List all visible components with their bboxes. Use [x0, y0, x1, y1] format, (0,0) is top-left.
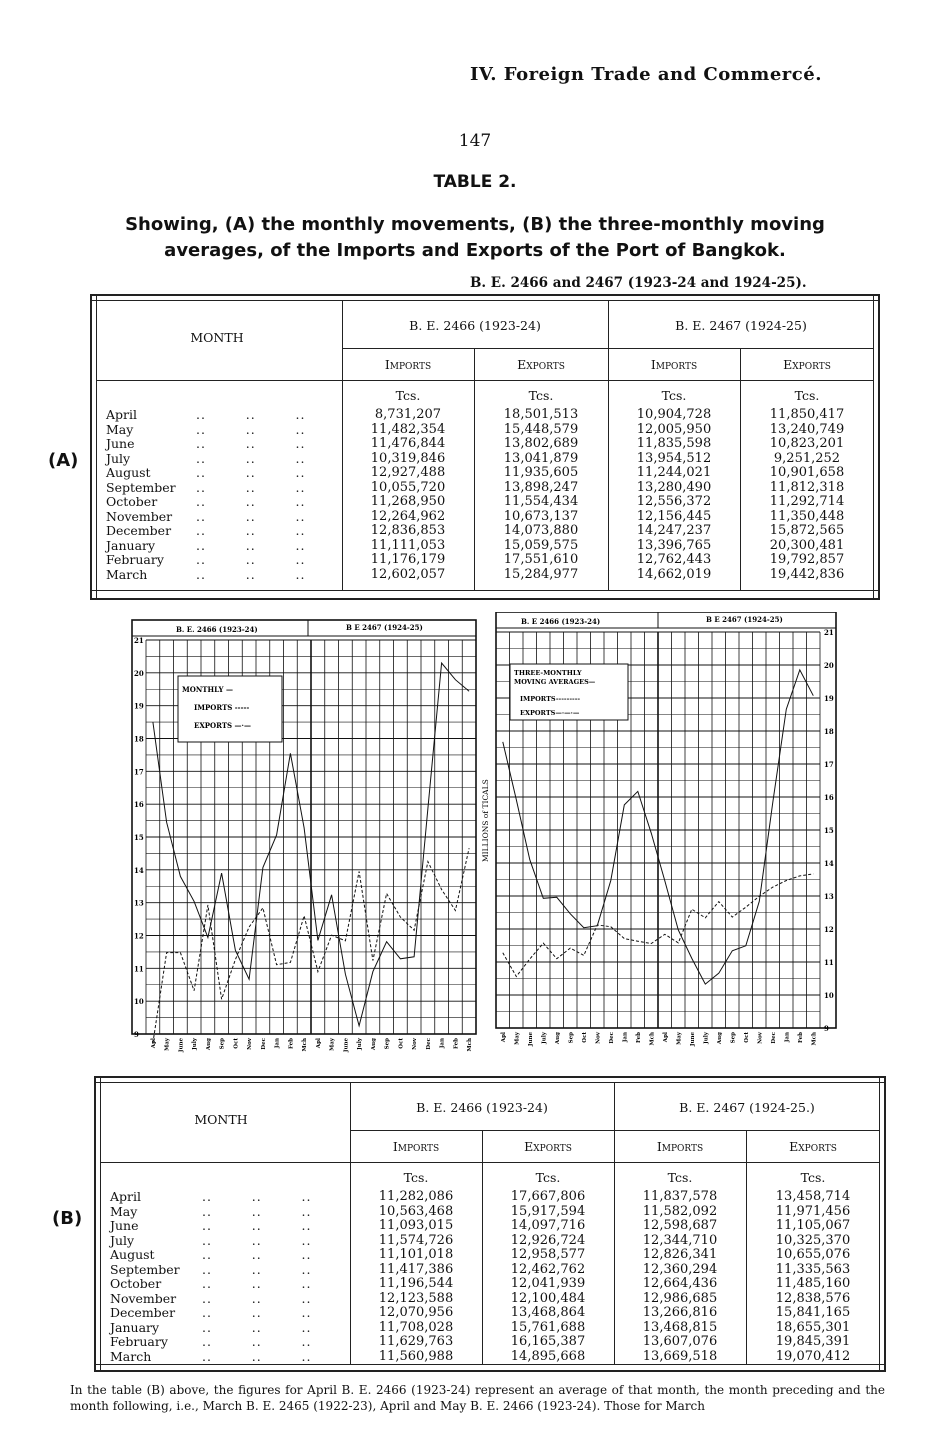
x-tick-label: Apl: [662, 1032, 669, 1043]
table-cell: 12,360,294: [642, 1261, 718, 1277]
month-label: August: [106, 465, 151, 480]
monthly-chart-x-ticks: [151, 1037, 473, 1053]
table-subtitle: [110, 212, 840, 264]
y-tick-label: 14: [134, 865, 144, 875]
chart1-section-label-1: B. E. 2466 (1923-24): [176, 625, 258, 634]
y-tick-label: 18: [824, 727, 834, 736]
x-tick-label: May: [329, 1038, 336, 1051]
x-tick-label: Feb: [288, 1038, 295, 1049]
table-cell: 12,664,436: [642, 1276, 718, 1291]
x-tick-label: Aug: [554, 1032, 561, 1045]
leader-dots-row: .. .. ..: [202, 1203, 312, 1219]
table-cell: 11,574,726: [378, 1232, 454, 1248]
chart2-section-label-2: B E 2467 (1924-25): [706, 615, 783, 624]
table-cell: 12,556,372: [636, 494, 712, 509]
leader-dots-row: .. .. ..: [196, 552, 306, 567]
leader-dots-row: .. .. ..: [202, 1290, 312, 1306]
x-tick-label: July: [357, 1038, 364, 1050]
legend-exports: EXPORTS—·—·—: [520, 709, 580, 717]
x-tick-label: June: [689, 1032, 696, 1047]
table-cell: 12,070,956: [378, 1305, 454, 1320]
x-tick-label: Feb: [453, 1038, 460, 1049]
table-cell: 15,059,575: [503, 537, 579, 553]
table-cell: 13,468,815: [642, 1319, 718, 1335]
x-tick-label: Apl: [150, 1038, 157, 1049]
table-cell: 17,551,610: [503, 552, 579, 567]
x-tick-label: Aug: [370, 1038, 377, 1051]
exports-2466-column: [482, 1190, 614, 1364]
x-tick-label: Dec: [425, 1038, 432, 1050]
table-a: [90, 294, 880, 600]
leader-dots-row: .. .. ..: [196, 465, 306, 480]
month-label: October: [106, 494, 158, 509]
y-tick-label: 17: [134, 767, 144, 777]
y-tick-label: 17: [824, 760, 834, 769]
x-tick-label: May: [676, 1032, 683, 1045]
x-tick-label: Mch: [649, 1032, 656, 1046]
table-cell: 12,762,443: [636, 552, 712, 567]
exports-header: Exports: [524, 1139, 572, 1154]
table-cell: 13,669,518: [642, 1348, 718, 1364]
y-tick-label: 15: [134, 833, 144, 842]
table-cell: 11,554,434: [503, 494, 579, 509]
leader-dots-row: .. .. ..: [202, 1218, 312, 1233]
month-label: February: [106, 552, 164, 567]
moving-average-chart-y-ticks: [824, 628, 834, 1033]
y-tick-label: 11: [134, 964, 144, 974]
table-cell: 10,673,137: [503, 508, 579, 524]
table-cell: 15,284,977: [503, 566, 579, 582]
chart1-section-label-2: B E 2467 (1924-25): [346, 623, 423, 632]
table-cell: 20,300,481: [769, 537, 845, 553]
month-label: April: [110, 1189, 141, 1204]
x-tick-label: Nov: [412, 1038, 419, 1050]
chart2-section-label-1: B. E 2466 (1923-24): [521, 617, 601, 626]
table-cell: 10,901,658: [769, 465, 845, 480]
table-cell: 11,850,417: [769, 407, 845, 422]
month-label: September: [106, 479, 176, 495]
table-cell: 12,826,341: [642, 1247, 718, 1262]
x-tick-label: Oct: [743, 1032, 750, 1043]
leader-dots: [202, 1190, 342, 1364]
x-tick-label: Apl: [315, 1038, 322, 1049]
table-cell: 10,655,076: [775, 1247, 851, 1262]
table-cell: 15,761,688: [510, 1319, 586, 1335]
leader-dots-row: .. .. ..: [196, 436, 306, 451]
table-cell: 10,325,370: [775, 1232, 851, 1248]
leader-dots-row: .. .. ..: [196, 508, 306, 524]
x-tick-label: Jan: [439, 1038, 446, 1049]
table-cell: 11,708,028: [378, 1319, 454, 1335]
table-cell: 14,895,668: [510, 1348, 586, 1364]
table-cell: 12,602,057: [370, 566, 446, 582]
table-cell: 12,100,484: [510, 1290, 586, 1306]
leader-dots-row: .. .. ..: [202, 1261, 312, 1277]
x-tick-label: Mch: [467, 1038, 474, 1052]
page-number: 147: [458, 131, 492, 151]
x-tick-label: Feb: [797, 1032, 804, 1043]
table-cell: 11,476,844: [370, 436, 446, 451]
leader-dots-row: .. .. ..: [202, 1247, 312, 1262]
legend-imports: IMPORTS -----: [194, 703, 250, 712]
x-tick-label: Dec: [260, 1038, 267, 1050]
table-cell: 18,655,301: [775, 1319, 851, 1335]
table-cell: 11,935,605: [503, 465, 579, 480]
month-label: October: [110, 1276, 162, 1291]
table-cell: 13,802,689: [503, 436, 579, 451]
leader-dots-row: .. .. ..: [196, 566, 306, 582]
x-tick-label: Aug: [716, 1032, 723, 1045]
legend-title: THREE-MONTHLY: [514, 669, 582, 677]
table-cell: 14,247,237: [636, 523, 712, 538]
moving-average-chart-x-ticks: [501, 1031, 818, 1047]
x-tick-label: Oct: [233, 1038, 240, 1049]
imports-header: Imports: [384, 357, 432, 372]
month-list: [110, 1190, 200, 1364]
unit-label: Tcs.: [528, 388, 554, 403]
table-cell: 19,070,412: [775, 1348, 851, 1364]
leader-dots-row: .. .. ..: [196, 421, 306, 437]
leader-dots-row: .. .. ..: [202, 1319, 312, 1335]
table-cell: 12,462,762: [510, 1261, 586, 1277]
x-tick-label: July: [192, 1038, 199, 1050]
y-tick-label: 12: [824, 925, 834, 934]
y-tick-label: 12: [134, 931, 144, 941]
y-tick-label: 9: [134, 1030, 139, 1039]
y-tick-label: 13: [824, 892, 834, 901]
leader-dots-row: .. .. ..: [202, 1348, 312, 1364]
x-tick-label: Sep: [219, 1038, 226, 1050]
x-tick-label: Aug: [205, 1038, 212, 1051]
table-cell: 12,926,724: [510, 1232, 586, 1248]
table-cell: 16,165,387: [510, 1334, 586, 1349]
charts-svg: [126, 612, 842, 1064]
table-cell: 14,097,716: [510, 1218, 586, 1233]
y-tick-label: 11: [824, 958, 834, 967]
month-label: December: [106, 523, 172, 538]
y-tick-label: 20: [134, 668, 144, 678]
y-tick-label: 16: [824, 793, 834, 802]
x-tick-label: Sep: [384, 1038, 391, 1050]
table-cell: 12,344,710: [642, 1232, 718, 1248]
unit-label: Tcs.: [794, 388, 820, 403]
table-cell: 11,835,598: [636, 436, 712, 451]
table-cell: 9,251,252: [773, 450, 841, 466]
month-label: March: [106, 566, 148, 582]
table-cell: 13,240,749: [769, 421, 845, 437]
x-tick-label: Dec: [608, 1032, 615, 1044]
table-cell: 11,196,544: [378, 1276, 454, 1291]
leader-dots-row: .. .. ..: [196, 523, 306, 538]
month-label: May: [106, 421, 134, 437]
imports-2466-column: [350, 1190, 482, 1364]
leader-dots-row: .. .. ..: [202, 1189, 312, 1204]
table-cell: 10,563,468: [378, 1203, 454, 1219]
x-tick-label: Jan: [784, 1032, 791, 1043]
month-label: December: [110, 1305, 176, 1320]
table-cell: 13,954,512: [636, 450, 712, 466]
table-cell: 11,417,386: [378, 1261, 454, 1277]
running-title: IV. Foreign Trade and Commercé.: [470, 64, 822, 85]
unit-label: Tcs.: [403, 1170, 429, 1185]
leader-dots-row: .. .. ..: [196, 479, 306, 495]
y-tick-label: 21: [824, 628, 834, 637]
table-cell: 11,105,067: [775, 1218, 851, 1233]
x-tick-label: July: [703, 1032, 710, 1044]
table-cell: 11,629,763: [378, 1334, 454, 1349]
leader-dots-row: .. .. ..: [202, 1276, 312, 1291]
imports-2467-column: [614, 1190, 746, 1364]
leader-dots-row: .. .. ..: [202, 1305, 312, 1320]
month-label: February: [110, 1334, 168, 1349]
table-cell: 11,244,021: [636, 465, 712, 480]
table-cell: 11,350,448: [769, 508, 845, 524]
table-cell: 11,971,456: [775, 1203, 851, 1219]
imports-header: Imports: [392, 1139, 440, 1154]
x-tick-label: June: [178, 1038, 185, 1053]
table-cell: 12,958,577: [510, 1247, 586, 1262]
y-tick-label: 19: [134, 701, 144, 711]
x-tick-label: July: [541, 1032, 548, 1044]
month-label: January: [110, 1319, 160, 1335]
year-2467-header: B. E. 2467 (1924-25): [675, 318, 807, 333]
imports-header: Imports: [656, 1139, 704, 1154]
y-tick-label: 14: [824, 859, 834, 868]
legend-title: MONTHLY —: [182, 685, 233, 694]
footnote: In the table (B) above, the figures for April B. E. 2466 (1923-24) represent an average of that month, the month preceding and the month following, i.e., March B. E. 2465 (1922-23), April and May B. E. 2466 (1923-24). Those for March: [70, 1383, 885, 1413]
table-cell: 12,005,950: [636, 421, 712, 437]
table-cell: 13,468,864: [510, 1305, 586, 1320]
y-tick-label: 10: [134, 997, 144, 1007]
table-cell: 12,123,588: [378, 1290, 454, 1306]
leader-dots-row: .. .. ..: [196, 537, 306, 553]
y-tick-label: 19: [824, 694, 834, 703]
month-label: January: [106, 537, 156, 553]
charts-area: [126, 612, 842, 1064]
leader-dots-row: .. .. ..: [202, 1334, 312, 1349]
table-title: TABLE 2.: [433, 172, 517, 192]
x-tick-label: Feb: [635, 1032, 642, 1043]
table-cell: 11,101,018: [378, 1247, 454, 1262]
unit-label: Tcs.: [661, 388, 687, 403]
table-cell: 12,041,939: [510, 1276, 586, 1291]
x-tick-label: Sep: [568, 1032, 575, 1044]
y-tick-label: 15: [824, 826, 834, 835]
leader-dots-row: .. .. ..: [202, 1232, 312, 1248]
legend-title: MOVING AVERAGES—: [514, 678, 596, 686]
unit-label: Tcs.: [667, 1170, 693, 1185]
table-cell: 11,292,714: [769, 494, 845, 509]
table-cell: 11,111,053: [370, 537, 446, 553]
month-header: MONTH: [194, 1112, 248, 1127]
year-2467-header: B. E. 2467 (1924-25.): [679, 1100, 815, 1115]
table-cell: 15,872,565: [769, 523, 845, 538]
table-cell: 11,582,092: [642, 1203, 718, 1219]
table-cell: 15,917,594: [510, 1203, 586, 1219]
table-cell: 11,176,179: [370, 552, 446, 567]
month-label: May: [110, 1203, 138, 1219]
table-cell: 10,904,728: [636, 407, 712, 422]
table-cell: 11,093,015: [378, 1218, 454, 1233]
x-tick-label: Apl: [500, 1032, 507, 1043]
table-cell: 15,841,165: [775, 1305, 851, 1320]
x-tick-label: June: [527, 1032, 534, 1047]
table-cell: 13,266,816: [642, 1305, 718, 1320]
month-label: July: [110, 1232, 135, 1248]
table-cell: 14,073,880: [503, 523, 579, 538]
month-label: November: [106, 508, 173, 524]
x-tick-label: Mch: [302, 1038, 309, 1052]
table-cell: 17,667,806: [510, 1189, 586, 1204]
table-cell: 13,898,247: [503, 479, 579, 495]
table-cell: 11,335,563: [775, 1261, 851, 1277]
table-cell: 19,442,836: [769, 566, 845, 582]
table-cell: 11,268,950: [370, 494, 446, 509]
table-cell: 12,838,576: [775, 1290, 851, 1306]
x-tick-label: Oct: [398, 1038, 405, 1049]
x-tick-label: Nov: [757, 1032, 764, 1044]
exports-header: Exports: [517, 357, 565, 372]
table-cell: 13,396,765: [636, 537, 712, 553]
table-cell: 18,501,513: [503, 407, 579, 422]
exports-2466-column: [474, 408, 608, 582]
x-tick-label: Sep: [730, 1032, 737, 1044]
month-label: June: [110, 1218, 139, 1233]
year-2466-header: B. E. 2466 (1923-24): [409, 318, 541, 333]
y-tick-label: 20: [824, 661, 834, 670]
unit-label: Tcs.: [395, 388, 421, 403]
table-cell: 12,264,962: [370, 508, 446, 524]
table-cell: 13,280,490: [636, 479, 712, 495]
table-cell: 11,560,988: [378, 1348, 454, 1364]
leader-dots: [196, 408, 336, 582]
table-cell: 13,607,076: [642, 1334, 718, 1349]
month-label: August: [110, 1247, 155, 1262]
month-header: MONTH: [190, 330, 244, 345]
exports-header: Exports: [783, 357, 831, 372]
month-label: March: [110, 1348, 152, 1364]
leader-dots-row: .. .. ..: [196, 494, 306, 509]
y-tick-label: 13: [134, 898, 144, 908]
table-cell: 12,927,488: [370, 465, 446, 480]
month-label: September: [110, 1261, 180, 1277]
table-cell: 11,837,578: [642, 1189, 718, 1204]
table-cell: 10,823,201: [769, 436, 845, 451]
table-cell: 13,041,879: [503, 450, 579, 466]
subtitle-line-2: averages, of the Imports and Exports of the Port of Bangkok.: [164, 240, 786, 261]
month-label: July: [106, 450, 131, 466]
legend-exports: EXPORTS —·—: [194, 721, 251, 730]
y-tick-label: 10: [824, 991, 834, 1000]
table-cell: 11,282,086: [378, 1189, 454, 1204]
table-cell: 12,598,687: [642, 1218, 718, 1233]
exports-header: Exports: [789, 1139, 837, 1154]
month-label: June: [106, 436, 135, 451]
y-tick-label: 9: [824, 1024, 829, 1033]
section-b-label: (B): [52, 1208, 83, 1229]
imports-2466-column: [342, 408, 474, 582]
imports-2467-column: [608, 408, 740, 582]
month-list: [106, 408, 196, 582]
table-cell: 14,662,019: [636, 566, 712, 582]
table-cell: 19,792,857: [769, 552, 845, 567]
table-cell: 12,986,685: [642, 1290, 718, 1306]
x-tick-label: May: [164, 1038, 171, 1051]
y-tick-label: 21: [134, 636, 144, 645]
imports-header: Imports: [650, 357, 698, 372]
table-b: [94, 1076, 886, 1372]
x-tick-label: Jan: [274, 1038, 281, 1049]
x-tick-label: Dec: [770, 1032, 777, 1044]
table-cell: 11,482,354: [370, 421, 446, 437]
x-tick-label: May: [514, 1032, 521, 1045]
monthly-chart-y-ticks: [134, 636, 144, 1039]
y-tick-label: 18: [134, 734, 144, 744]
year-2466-header: B. E. 2466 (1923-24): [416, 1100, 548, 1115]
table-cell: 10,319,846: [370, 450, 446, 466]
exports-2467-column: [746, 1190, 880, 1364]
x-tick-label: Nov: [247, 1038, 254, 1050]
exports-2467-column: [740, 408, 874, 582]
table-cell: 11,485,160: [775, 1276, 851, 1291]
x-tick-label: Mch: [811, 1032, 818, 1046]
month-label: April: [106, 407, 137, 422]
subtitle-line-1: Showing, (A) the monthly movements, (B) the three-monthly moving: [125, 214, 825, 235]
section-a-label: (A): [48, 450, 79, 471]
table-cell: 15,448,579: [503, 421, 579, 437]
leader-dots-row: .. .. ..: [196, 450, 306, 466]
year-line: B. E. 2466 and 2467 (1923-24 and 1924-25).: [470, 275, 807, 291]
x-tick-label: Nov: [595, 1032, 602, 1044]
leader-dots-row: .. .. ..: [196, 407, 306, 422]
x-tick-label: June: [343, 1038, 350, 1053]
table-cell: 11,812,318: [769, 479, 845, 495]
table-cell: 12,836,853: [370, 523, 446, 538]
x-tick-label: Oct: [581, 1032, 588, 1043]
x-tick-label: Jan: [622, 1032, 629, 1043]
unit-label: Tcs.: [800, 1170, 826, 1185]
table-cell: 10,055,720: [370, 479, 446, 495]
chart2-y-axis-label: MILLIONS of TICALS: [481, 779, 490, 862]
y-tick-label: 16: [134, 800, 144, 810]
table-cell: 13,458,714: [775, 1189, 851, 1204]
table-cell: 19,845,391: [775, 1334, 851, 1349]
table-cell: 12,156,445: [636, 508, 712, 524]
table-cell: 8,731,207: [374, 407, 442, 422]
month-label: November: [110, 1290, 177, 1306]
unit-label: Tcs.: [535, 1170, 561, 1185]
legend-imports: IMPORTS---------: [520, 695, 581, 703]
